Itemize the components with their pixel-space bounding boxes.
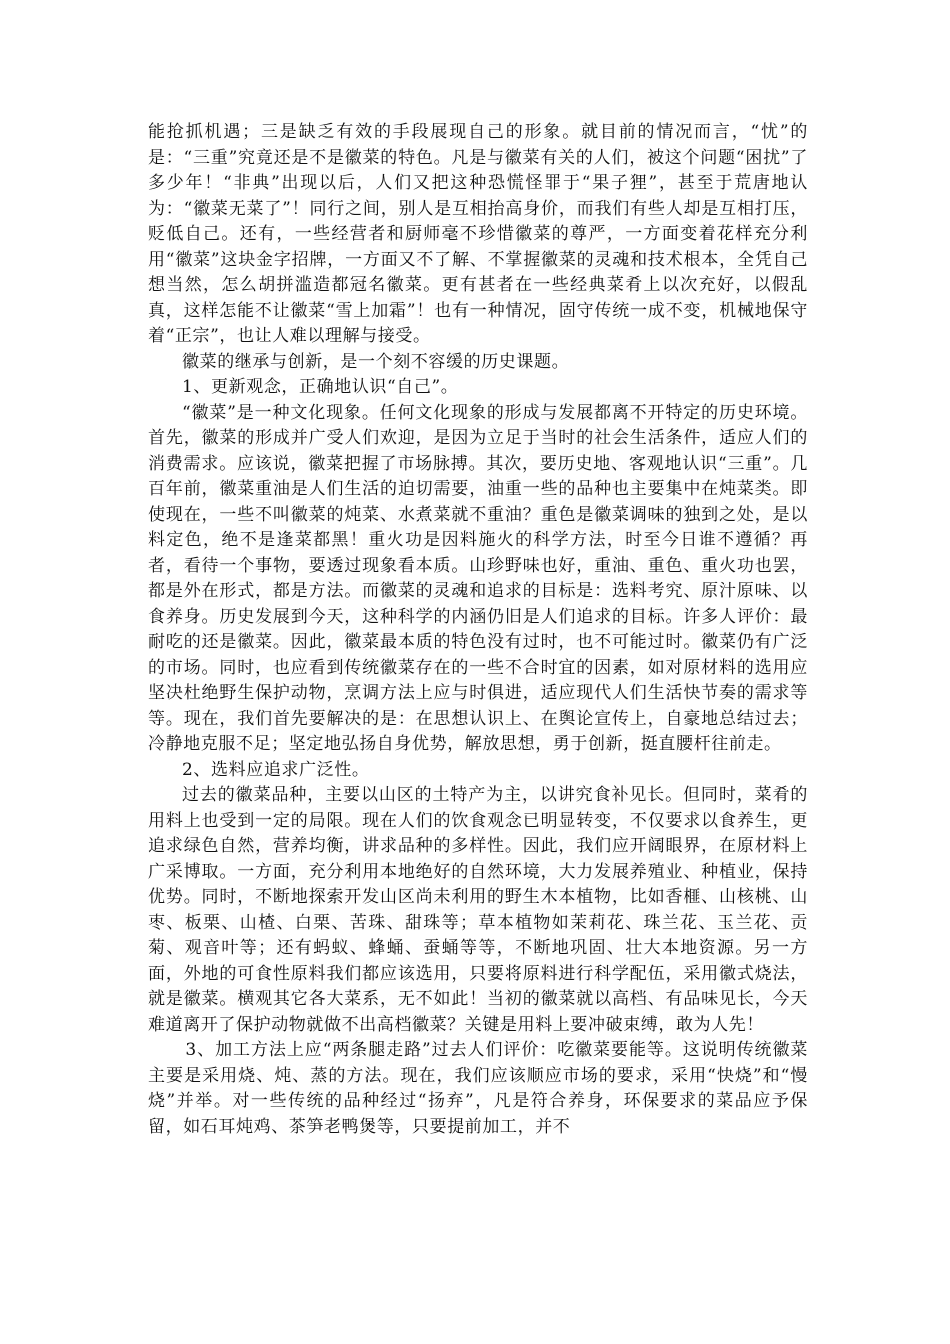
- paragraph-topic: 徽菜的继承与创新，是一个刻不容缓的历史课题。: [182, 351, 570, 372]
- paragraph-opening: 能抢抓机遇；三是缺乏有效的手段展现自己的形象。就目前的情况而言，“忧”的是：“三重”究竟还是不是徽菜的特色。凡是与徽菜有关的人们，被这个问题“困扰”了多少年！“非典”出现以后，人们又把这种恐慌怪罪于“果子狸”，甚至于荒唐地认为：“徽菜无菜了”！同行之间，别人是互相抬高身价，而我们有些人却是互相打压，贬低自己。还有，一些经营者和厨师毫不珍惜徽菜的尊严，一方面变着花样充分利用“徽菜”这块金字招牌，一方面又不了解、不掌握徽菜的灵魂和技术根本，全凭自己想当然，怎么胡拼滥造都冠名徽菜。更有甚者在一些经典菜肴上以次充好，以假乱真，这样怎能不让徽菜“雪上加霜”！也有一种情况，固守传统一成不变，机械地保守着“正宗”，也让人难以理解与接受。: [148, 122, 808, 346]
- paragraph-section-3: 3、加工方法上应“两条腿走路”过去人们评价：吃徽菜要能等。这说明传统徽菜主要是采用烧、炖、蒸的方法。现在，我们应该顺应市场的要求，采用“快烧”和“慢烧”并举。对一些传统的品种经过“扬弃”，凡是符合养身，环保要求的菜品应予保留，如石耳炖鸡、茶笋老鸭煲等，只要提前加工，并不: [148, 1040, 808, 1137]
- section-heading-1: 1、更新观念，正确地认识“自己”。: [182, 377, 459, 397]
- document-body: [148, 120, 808, 1140]
- section-heading-2: 2、选料应追求广泛性。: [182, 759, 370, 780]
- paragraph-section-2: 过去的徽菜品种，主要以山区的土特产为主，以讲究食补见长。但同时，菜肴的用料上也受到一定的局限。现在人们的饮食观念已明显转变，不仅要求以食养生，更追求绿色自然，营养均衡，讲求品种的多样性。因此，我们应开阔眼界，在原材料上广采博取。一方面，充分利用本地绝好的自然环境，大力发展养殖业、种植业，保持优势。同时，不断地探索开发山区尚未利用的野生木本植物，比如香榧、山核桃、山枣、板栗、山楂、白栗、苦珠、甜珠等；草本植物如茉莉花、珠兰花、玉兰花、贡菊、观音叶等；还有蚂蚁、蜂蛹、蚕蛹等等，不断地巩固、壮大本地资源。另一方面，外地的可食性原料我们都应该选用，只要将原料进行科学配伍，采用徽式烧法，就是徽菜。横观其它各大菜系，无不如此！当初的徽菜就以高档、有品味见长，今天难道离开了保护动物就做不出高档徽菜？关键是用料上要冲破束缚，敢为人先！: [148, 785, 808, 1035]
- paragraph-section-1: “徽菜”是一种文化现象。任何文化现象的形成与发展都离不开特定的历史环境。首先，徽菜的形成并广受人们欢迎，是因为立足于当时的社会生活条件，适应人们的消费需求。应该说，徽菜把握了市场脉搏。其次，要历史地、客观地认识“三重”。几百年前，徽菜重油是人们生活的迫切需要，油重一些的品种也主要集中在炖菜类。即使现在，一些不叫徽菜的炖菜、水煮菜就不重油？重色是徽菜调味的独到之处，是以料定色，绝不是逢菜都黑！重火功是因料施火的科学方法，时至今日谁不遵循？再者，看待一个事物，要透过现象看本质。山珍野味也好，重油、重色、重火功也罢，都是外在形式，都是方法。而徽菜的灵魂和追求的目标是：选料考究、原汁原味、以食养身。历史发展到今天，这种科学的内涵仍旧是人们追求的目标。许多人评价：最耐吃的还是徽菜。因此，徽菜最本质的特色没有过时，也不可能过时。徽菜仍有广泛的市场。同时，也应看到传统徽菜存在的一些不合时宜的因素，如对原材料的选用应坚决杜绝野生保护动物，烹调方法上应与时俱进，适应现代人们生活快节奏的需求等等。现在，我们首先要解决的是：在思想认识上、在舆论宣传上，自豪地总结过去；冷静地克服不足；坚定地弘扬自身优势，解放思想，勇于创新，挺直腰杆往前走。: [148, 402, 808, 754]
